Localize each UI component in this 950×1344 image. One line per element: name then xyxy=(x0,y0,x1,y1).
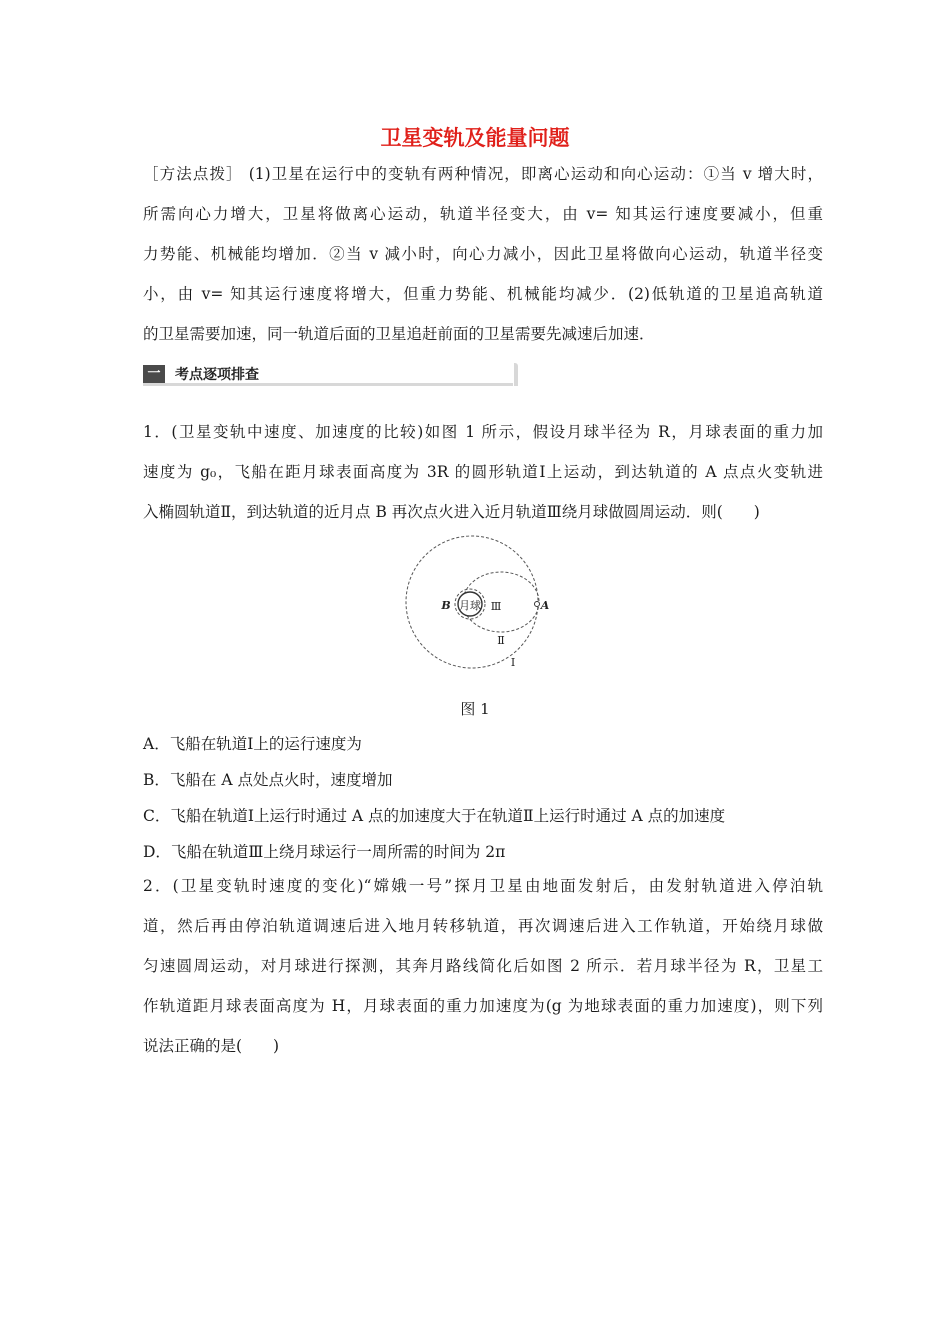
method-line: 力势能、机械能均增加．②当 v 减小时，向心力减小，因此卫星将做向心运动，轨道半径变 xyxy=(143,245,823,263)
method-line: 小，由 v= 知其运行速度将增大，但重力势能、机械能均减少．(2)低轨道的卫星追高轨道 xyxy=(143,285,823,303)
figure-caption: 图 1 xyxy=(460,700,490,718)
q2-line: 作轨道距月球表面高度为 H，月球表面的重力加速度为(g 为地球表面的重力加速度)，则下列 xyxy=(143,997,823,1015)
q2-line: 2．(卫星变轨时速度的变化)“嫦娥一号”探月卫星由地面发射后，由发射轨道进入停泊轨 xyxy=(143,877,823,895)
label-I: Ⅰ xyxy=(510,656,516,669)
question-1 xyxy=(143,412,823,532)
section-number: 一 xyxy=(143,365,165,383)
option-a: A．飞船在轨道Ⅰ上的运行速度为 xyxy=(143,735,362,753)
question-2 xyxy=(143,866,823,1066)
q1-line: 1．(卫星变轨中速度、加速度的比较)如图 1 所示，假设月球半径为 R，月球表面的重力加 xyxy=(143,423,823,441)
method-line: ［方法点拨］ (1)卫星在运行中的变轨有两种情况，即离心运动和向心运动：①当 v 增大时， xyxy=(143,165,823,183)
label-A: A xyxy=(540,599,550,612)
section-header xyxy=(143,363,518,385)
q2-line: 道，然后再由停泊轨道调速后进入地月转移轨道，再次调速后进入工作轨道，开始绕月球做 xyxy=(143,917,823,935)
orbit-diagram xyxy=(400,530,560,675)
option-d: D．飞船在轨道Ⅲ上绕月球运行一周所需的时间为 2π xyxy=(143,843,506,861)
q1-line: 入椭圆轨道Ⅱ，到达轨道的近月点 B 再次点火进入近月轨道Ⅲ绕月球做圆周运动．则( ) xyxy=(143,503,760,521)
point-A-marker xyxy=(535,602,540,607)
q1-line: 速度为 g₀，飞船在距月球表面高度为 3R 的圆形轨道Ⅰ上运动，到达轨道的 A 点点火变轨进 xyxy=(143,463,823,481)
method-line: 所需向心力增大，卫星将做离心运动，轨道半径变大，由 v= 知其运行速度要减小，但重 xyxy=(143,205,823,223)
option-c: C．飞船在轨道Ⅰ上运行时通过 A 点的加速度大于在轨道Ⅱ上运行时通过 A 点的加速度 xyxy=(143,807,726,825)
label-II: Ⅱ xyxy=(497,634,505,647)
q2-line: 匀速圆周运动，对月球进行探测，其奔月路线简化后如图 2 所示．若月球半径为 R，卫星工 xyxy=(143,957,823,975)
option-b: B．飞船在 A 点处点火时，速度增加 xyxy=(143,771,393,789)
label-III: Ⅲ xyxy=(490,600,502,613)
q2-line: 说法正确的是( ) xyxy=(143,1037,280,1055)
page-title: 卫星变轨及能量问题 xyxy=(380,126,570,150)
label-B: B xyxy=(441,599,451,612)
method-line: 的卫星需要加速，同一轨道后面的卫星追赶前面的卫星需要先减速后加速． xyxy=(143,325,655,343)
moon-label: 月球 xyxy=(459,599,481,612)
section-corner xyxy=(514,363,518,386)
section-label: 考点逐项排查 xyxy=(175,367,259,383)
section-rule xyxy=(143,383,513,386)
method-paragraph xyxy=(143,154,823,354)
